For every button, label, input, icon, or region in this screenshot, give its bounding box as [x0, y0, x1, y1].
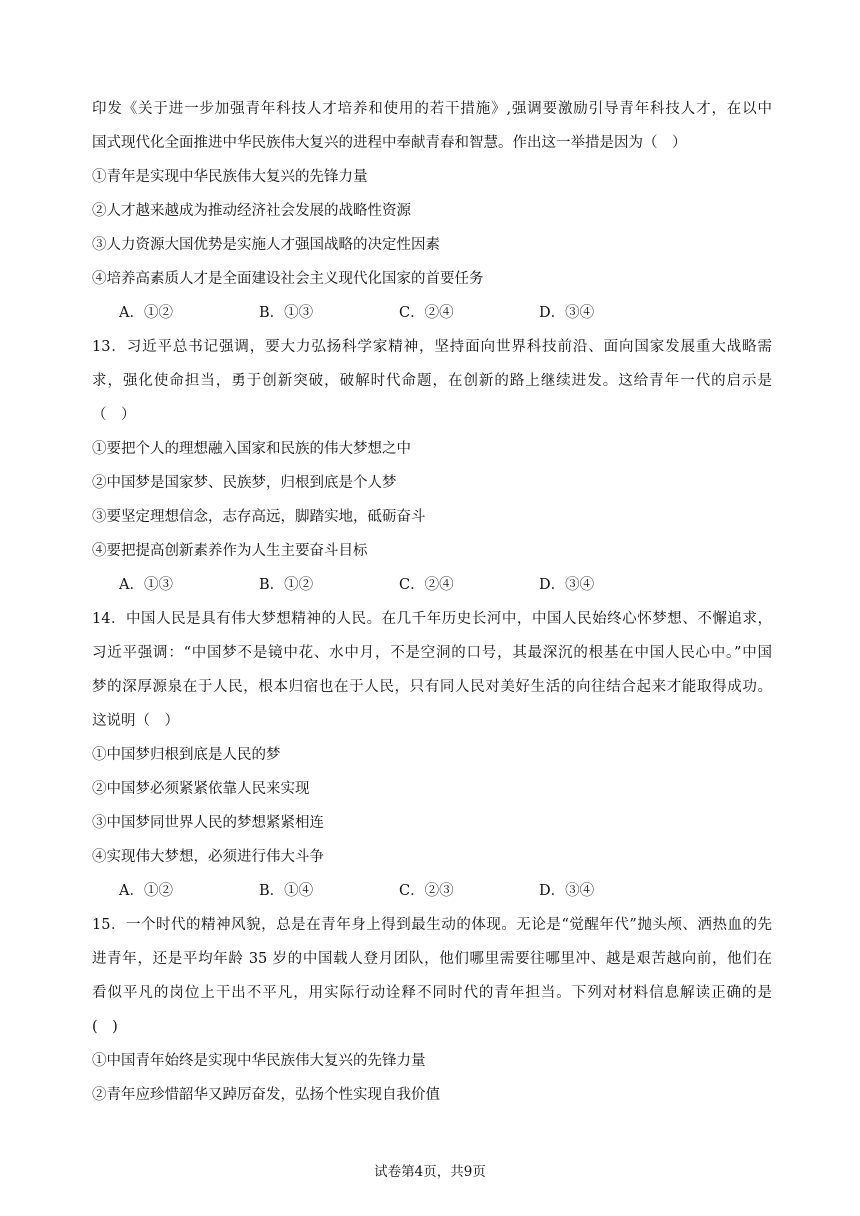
question-text-line: 印发《关于进一步加强青年科技人才培养和使用的若干措施》,强调要激励引导青年科技人才，在以中	[92, 101, 772, 117]
question-text-line: 14．中国人民是具有伟大梦想精神的人民。在几千年历史长河中，中国人民始终心怀梦想、不懈追求，	[92, 611, 772, 627]
question-text-line: ( )	[92, 1019, 118, 1035]
statement-2: ②中国梦是国家梦、民族梦，归根到底是个人梦	[92, 475, 397, 491]
question-text-line: 这说明（ ）	[92, 713, 179, 729]
statement-4: ④培养高素质人才是全面建设社会主义现代化国家的首要任务	[92, 271, 484, 287]
question-12	[92, 92, 772, 330]
question-text-line: 进青年，还是平均年龄 35 岁的中国载人登月团队，他们哪里需要往哪里冲、越是艰苦越向前，他们在	[92, 951, 772, 967]
question-text-line: 习近平强调：“中国梦不是镜中花、水中月，不是空洞的口号，其最深沉的根基在中国人民心中。”中国	[92, 645, 772, 661]
statement-1: ①中国青年始终是实现中华民族伟大复兴的先锋力量	[92, 1053, 426, 1069]
answer-options	[92, 296, 772, 330]
question-15	[92, 908, 772, 1112]
question-text-line: 15．一个时代的精神风貌，总是在青年身上得到最生动的体现。无论是“觉醒年代”抛头颅、洒热血的先	[92, 917, 772, 933]
option-a[interactable]: A．①②	[119, 883, 173, 899]
option-c[interactable]: C．②③	[399, 883, 454, 899]
statement-2: ②中国梦必须紧紧依靠人民来实现	[92, 781, 310, 797]
question-14	[92, 602, 772, 908]
question-text-line: 梦的深厚源泉在于人民，根本归宿也在于人民，只有同人民对美好生活的向往结合起来才能取得成功。	[92, 679, 772, 695]
statement-1: ①要把个人的理想融入国家和民族的伟大梦想之中	[92, 441, 411, 457]
option-c[interactable]: C．②④	[399, 305, 454, 321]
statement-1: ①中国梦归根到底是人民的梦	[92, 747, 281, 763]
option-d[interactable]: D．③④	[539, 305, 595, 321]
option-a[interactable]: A．①②	[119, 305, 173, 321]
option-d[interactable]: D．③④	[539, 883, 595, 899]
option-b[interactable]: B．①③	[259, 305, 314, 321]
statement-2: ②人才越来越成为推动经济社会发展的战略性资源	[92, 203, 411, 219]
statement-3: ③人力资源大国优势是实施人才强国战略的决定性因素	[92, 237, 440, 253]
page-content	[92, 92, 772, 1112]
question-text-line: 13．习近平总书记强调，要大力弘扬科学家精神，坚持面向世界科技前沿、面向国家发展重大战略需	[92, 339, 772, 355]
option-b[interactable]: B．①②	[259, 577, 314, 593]
option-a[interactable]: A．①③	[119, 577, 173, 593]
answer-options	[92, 874, 772, 908]
option-c[interactable]: C．②④	[399, 577, 454, 593]
statement-3: ③中国梦同世界人民的梦想紧紧相连	[92, 815, 324, 831]
question-13	[92, 330, 772, 602]
question-text-line: 求，强化使命担当，勇于创新突破，破解时代命题，在创新的路上继续进发。这给青年一代的启示是	[92, 373, 772, 389]
question-text-line: 看似平凡的岗位上干出不平凡，用实际行动诠释不同时代的青年担当。下列对材料信息解读正确的是	[92, 985, 772, 1001]
statement-4: ④要把提高创新素养作为人生主要奋斗目标	[92, 543, 368, 559]
statement-2: ②青年应珍惜韶华又踔厉奋发，弘扬个性实现自我价值	[92, 1087, 440, 1103]
statement-3: ③要坚定理想信念，志存高远，脚踏实地，砥砺奋斗	[92, 509, 426, 525]
question-text-line: 国式现代化全面推进中华民族伟大复兴的进程中奉献青春和智慧。作出这一举措是因为（ ）	[92, 135, 687, 151]
page-footer: 试卷第4页，共9页	[374, 1164, 486, 1180]
option-b[interactable]: B．①④	[259, 883, 314, 899]
question-text-line: （ ）	[92, 407, 136, 423]
statement-1: ①青年是实现中华民族伟大复兴的先锋力量	[92, 169, 368, 185]
option-d[interactable]: D．③④	[539, 577, 595, 593]
answer-options	[92, 568, 772, 602]
statement-4: ④实现伟大梦想，必须进行伟大斗争	[92, 849, 324, 865]
